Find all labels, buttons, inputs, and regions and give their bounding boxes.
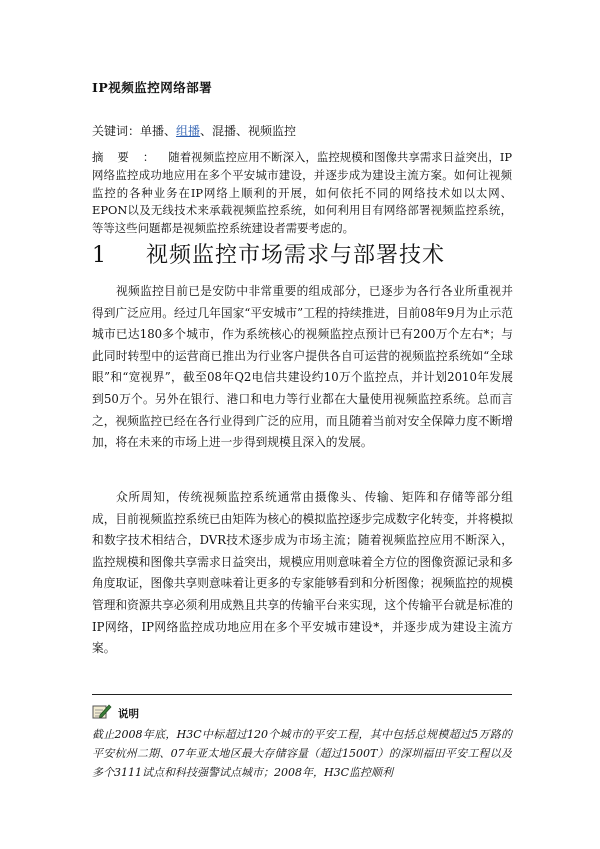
note-header — [92, 704, 139, 722]
section-number: 1 — [92, 243, 107, 268]
document-title: IP视频监控网络部署 — [92, 80, 213, 95]
keywords-rest: 、混播、视频监控 — [200, 124, 297, 138]
keywords-label: 关键词： — [92, 124, 141, 138]
keyword-unicast: 单播、 — [140, 124, 177, 138]
section-title: 视频监控市场需求与部署技术 — [146, 243, 446, 268]
note-divider — [92, 694, 512, 695]
keyword-multicast-link[interactable]: 组播 — [176, 124, 201, 138]
abstract — [92, 149, 512, 238]
keywords-line — [92, 122, 296, 139]
note-pencil-icon — [92, 703, 112, 724]
section-heading — [92, 238, 445, 269]
note-label: 说明 — [118, 707, 139, 720]
body-paragraph: 众所周知，传统视频监控系统通常由摄像头、传输、矩阵和存储等部分组成，目前视频监控系统已由矩阵为核心的模拟监控逐步完成数字化转变，并将模拟和数字技术相结合，DVR技术逐步成为市场主流；随着视频监控应用不断深入，监控规模和图像共享需求日益突出，规模应用则意味着全方位的图像资源记录和多角度取证，图像共享则意味着让更多的专家能够看到和分析图像；视频监控的规模管理和资源共享必须利用成熟且共享的传输平台来实现，这个传输平台就是标准的IP网络，IP网络监控成功地应用在多个平安城市建设*，并逐步成为建设主流方案。 — [92, 490, 513, 656]
body-paragraph: 视频监控目前已是安防中非常重要的组成部分，已逐步为各行各业所重视并得到广泛应用。经过几年国家“平安城市”工程的持续推进，目前08年9月为止示范城市已达180多个城市，作为系统核心的视频监控点预计已有200万个左右*；与此同时转型中的运营商已推出为行业客户提供各自可运营的视频监控系统如“全球眼”和“宽视界”，截至08年Q2电信共建设约10万个监控点，并计划2010年发展到50万个。另外在银行、港口和电力等行业都在大量使用视频监控系统。总而言之，视频监控已经在各行业得到广泛的应用，而且随着当前对安全保障力度不断增加，将在未来的市场上进一步得到规模且深入的发展。 — [92, 284, 513, 450]
abstract-label: 摘要： — [92, 150, 169, 164]
note-text: 截止2008年底，H3C中标超过120个城市的平安工程，其中包括总规模超过5万路的平安杭州二期、07年亚太地区最大存储容量（超过1500T）的深圳福田平安工程以及多个3111试点和科技强警试点城市；2008年，H3C监控顺利 — [92, 728, 512, 779]
abstract-text: 随着视频监控应用不断深入，监控规模和图像共享需求日益突出，IP网络监控成功地应用在多个平安城市建设，并逐步成为建设主流方案。如何让视频监控的各种业务在IP网络上顺利的开展，如何依托不同的网络技术如以太网、EPON以及无线技术来承载视频监控系统，如何利用目有网络部署视频监控系统，等等这些问题都是视频监控系统建设者需要考虑的。 — [92, 150, 512, 236]
